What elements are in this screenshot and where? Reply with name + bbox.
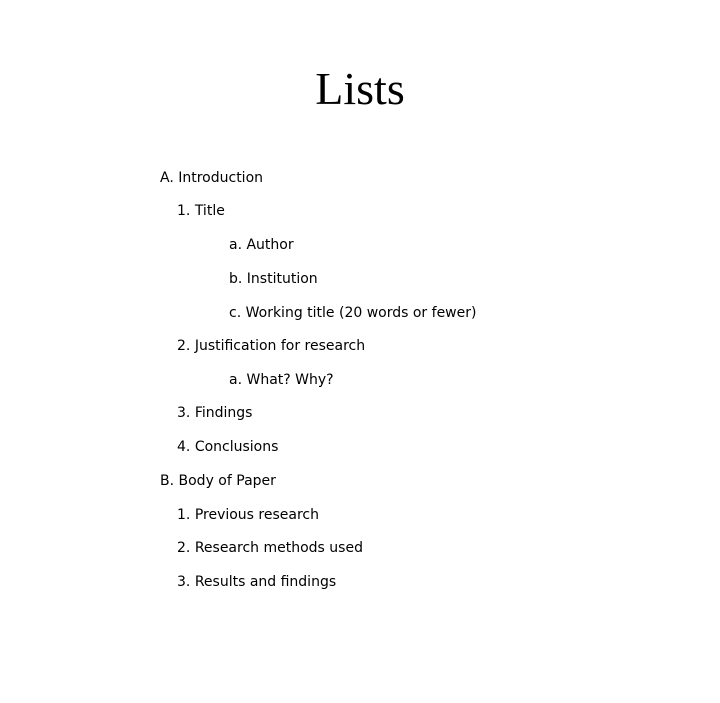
list-item [177,539,363,557]
list-item-text: Research methods used [194,540,363,556]
list-item [229,371,334,389]
list-item-text: Findings [194,405,253,421]
list-marker: a. [229,237,243,253]
list-item-text: Introduction [178,170,264,186]
list-item-text: Results and findings [194,574,337,590]
list-item [229,304,476,322]
list-item-text: Working title (20 words or fewer) [245,305,477,321]
list-item-text: Title [194,203,225,219]
list-item [177,404,252,422]
list-item [160,472,276,490]
list-item-text: Previous research [194,507,319,523]
list-marker: c. [229,305,242,321]
list-item-text: Justification for research [194,338,366,354]
list-marker: 2. [177,540,191,556]
list-item [177,202,225,220]
list-item [177,337,365,355]
list-item [229,236,294,254]
list-item [229,270,318,288]
list-marker: 1. [177,507,191,523]
list-marker: A. [160,170,174,186]
list-item-text: Body of Paper [178,473,276,489]
list-marker: 1. [177,203,191,219]
list-item-text: What? Why? [246,372,334,388]
list-item-text: Author [246,237,294,253]
list-marker: a. [229,372,243,388]
list-marker: 3. [177,405,191,421]
list-marker: 3. [177,574,191,590]
list-item [177,573,336,591]
list-marker: 4. [177,439,191,455]
list-item-text: Institution [246,271,318,287]
list-marker: 2. [177,338,191,354]
list-item [160,169,263,187]
list-marker: b. [229,271,243,287]
list-item [177,506,319,524]
list-marker: B. [160,473,175,489]
page-title: Lists [315,63,405,114]
list-item-text: Conclusions [194,439,279,455]
list-item [177,438,278,456]
